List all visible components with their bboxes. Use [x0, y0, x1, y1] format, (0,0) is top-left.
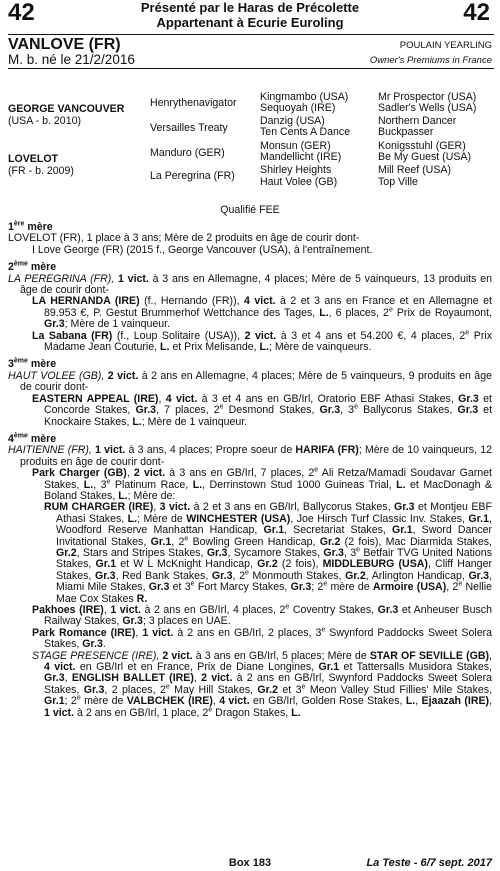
pedigree-gen3: Shirley Heights	[260, 164, 332, 176]
produce-rum-charger: RUM CHARGER (IRE), 3 vict. à 2 et 3 ans en GB/Irl, Ballycorus Stakes, Gr.3 et Montjeu EBF Athasi Stakes, L.; Mère de WINCHESTER (USA), Joe Hirsch Turf Classic Inv. Stakes, Gr.1, Woodford Reserve Manhattan Handicap, Gr.1, Secretariat Stakes, Gr.1, Sword Dancer Invitational Stakes, Gr.1, 2e Bowling Green Handicap, Gr.2 (2 fois), Mac Diarmida Stakes, Gr.2, Stars and Stripes Stakes, Gr.3, Sycamore Stakes, Gr.3, 3e Betfair TVG United Nations Stakes, Gr.1 et W L McKnight Handicap, Gr.2 (2 fois), MIDDLEBURG (USA), Cliff Hanger Stakes, Gr.3, Red Bank Stakes, Gr.3, 2e Monmouth Stakes, Gr.2, Arlington Handicap, Gr.3, Miami Mile Stakes, Gr.3 et 3e Fort Marcy Stakes, Gr.3; 2e mère de Armoire (USA), 2e Nellie Mae Cox Stakes R.	[44, 501, 493, 605]
owner-line: Appartenant à Ecurie Euroling	[156, 15, 344, 30]
pedigree-gen3: Monsun (GER)	[260, 140, 331, 152]
fourth-dam-heading: 4ème mère	[8, 432, 57, 445]
pedigree-gen4: Buckpasser	[378, 126, 434, 138]
pedigree-gen4: Top Ville	[378, 176, 418, 188]
pedigree-gen3: Ten Cents A Dance	[260, 126, 351, 138]
produce-park-romance: Park Romance (IRE), 1 vict. à 2 ans en GB/Irl, 2 places, 3e Swynford Paddocks Sweet Solera Stakes, Gr.3.	[32, 626, 493, 651]
pedigree-gen4: Be My Guest (USA)	[378, 151, 472, 163]
first-dam-heading: 1ère mère	[8, 220, 53, 233]
pedigree-gen3: Mandellicht (IRE)	[260, 151, 342, 163]
horse-name: VANLOVE (FR)	[8, 36, 121, 53]
pedigree-gen2: La Peregrina (FR)	[150, 170, 235, 182]
first-dam-text: LOVELOT (FR), 1 place à 3 ans; Mère de 2 produits en âge de courir dont-	[8, 232, 360, 245]
fourth-dam-text: HAITIENNE (FR), 1 vict. à 3 ans, 4 places; Propre soeur de HARIFA (FR); Mère de 10 vainqueurs, 12 produits en âge de courir dont-	[8, 444, 492, 468]
header-rule-bottom	[8, 68, 494, 69]
produce-park-charger: Park Charger (GB), 2 vict. à 3 ans en GB/Irl, 7 places, 2e Ali Retza/Mamadi Soudavar Garnet Stakes, L., 3e Platinum Race, L., Derrinstown Stud 1000 Guineas Trial, L. et MacDonagh & Boland Stakes, L.; Mère de:	[32, 466, 492, 502]
qualification-label: Qualifié FEE	[220, 204, 280, 216]
pedigree-gen2: Versailles Treaty	[150, 122, 228, 134]
pedigree-gen2: Manduro (GER)	[150, 147, 225, 159]
produce-stage-presence: STAGE PRESENCE (IRE), 2 vict. à 3 ans en GB/Irl, 5 places; Mère de STAR OF SEVILLE (GB), 4 vict. en GB/Irl et en France, Prix de Diane Longines, Gr.1 et Tattersalls Musidora Stakes, Gr.3, ENGLISH BALLET (IRE), 2 vict. à 2 ans en GB/Irl, Swynford Paddocks Sweet Solera Stakes, Gr.3, 2 places, 2e May Hill Stakes, Gr.2 et 3e Meon Valley Stud Fillies' Mile Stakes, Gr.1; 2e mère de VALBCHEK (IRE), 4 vict. en GB/Irl, Golden Rose Stakes, L., Ejaazah (IRE), 1 vict. à 2 ans en GB/Irl, 1 place, 2e Dragon Stakes, L.	[32, 649, 493, 719]
sire-info: (USA - b. 2010)	[8, 115, 82, 127]
category-label: POULAIN YEARLING	[399, 40, 492, 51]
premium-label: Owner's Premiums in France	[369, 55, 492, 66]
produce-pakhoes: Pakhoes (IRE), 1 vict. à 2 ans en GB/Irl, 4 places, 2e Coventry Stakes, Gr.3 et Anheuser Busch Railway Stakes, Gr.3; 3 places en UAE.	[32, 603, 492, 628]
produce-la-hernanda: LA HERNANDA (IRE) (f., Hernando (FR)), 4 vict. à 2 et 3 ans en France et en Allemagne et 89.953 €, P. Gestut Brummerhof Wettchance des Tages, L., 6 places, 2e Prix de Royaumont, Gr.3; Mère de 1 vainqueur.	[32, 295, 492, 331]
pedigree-gen2: Henrythenavigator	[150, 97, 237, 109]
pedigree-gen3: Danzig (USA)	[260, 115, 325, 127]
sire-name: GEORGE VANCOUVER	[8, 103, 125, 115]
dam-info: (FR - b. 2009)	[8, 165, 74, 177]
presenter-line: Présenté par le Haras de Précolette	[140, 0, 360, 15]
lot-number-right: 42	[463, 0, 490, 26]
box-number: Box 183	[228, 857, 272, 869]
dam-name: LOVELOT	[8, 153, 59, 165]
pedigree-gen3: Haut Volee (GB)	[260, 176, 338, 188]
maternal-line	[8, 222, 492, 719]
second-dam-heading: 2ème mère	[8, 260, 57, 274]
first-dam-produce: I Love George (FR) (2015 f., George Vancouver (USA), à l'entraînement.	[32, 243, 373, 256]
pedigree-gen3: Sequoyah (IRE)	[260, 102, 336, 114]
presenter-block	[60, 0, 440, 30]
pedigree-gen4: Northern Dancer	[378, 115, 457, 127]
third-dam-heading: 3ème mère	[8, 357, 57, 371]
header-rule-top	[8, 34, 494, 35]
sale-venue-date: La Teste - 6/7 sept. 2017	[366, 857, 492, 869]
pedigree-gen4: Konigsstuhl (GER)	[378, 140, 466, 152]
second-dam-text: LA PEREGRINA (FR), 1 vict. à 3 ans en Allemagne, 4 places; Mère de 5 vainqueurs, 13 produits en âge de courir dont-	[8, 272, 492, 297]
produce-eastern-appeal: EASTERN APPEAL (IRE), 4 vict. à 3 et 4 ans en GB/Irl, Oratorio EBF Athasi Stakes, Gr.3 et Concorde Stakes, Gr.3, 7 places, 2e Desmond Stakes, Gr.3, 3e Ballycorus Stakes, Gr.3 et Knockaire Stakes, L.; Mère de 1 vainqueur.	[32, 392, 493, 428]
pedigree-gen3: Kingmambo (USA)	[260, 91, 349, 103]
produce-la-sabana: La Sabana (FR) (f., Loup Solitaire (USA)), 2 vict. à 3 et 4 ans et 54.200 €, 4 places, 2e Prix Madame Jean Couturie, L. et Prix Melisande, L.; Mère de vainqueurs.	[32, 329, 492, 354]
pedigree-gen4: Sadler's Wells (USA)	[378, 102, 477, 114]
third-dam-text: HAUT VOLEE (GB), 2 vict. à 2 ans en Allemagne, 4 places; Mère de 5 vainqueurs, 9 produits en âge de courir dont-	[8, 369, 492, 394]
pedigree-gen4: Mill Reef (USA)	[378, 164, 451, 176]
horse-birth: M. b. né le 21/2/2016	[8, 52, 135, 67]
lot-number-left: 42	[8, 0, 35, 26]
pedigree-gen4: Mr Prospector (USA)	[378, 91, 477, 103]
